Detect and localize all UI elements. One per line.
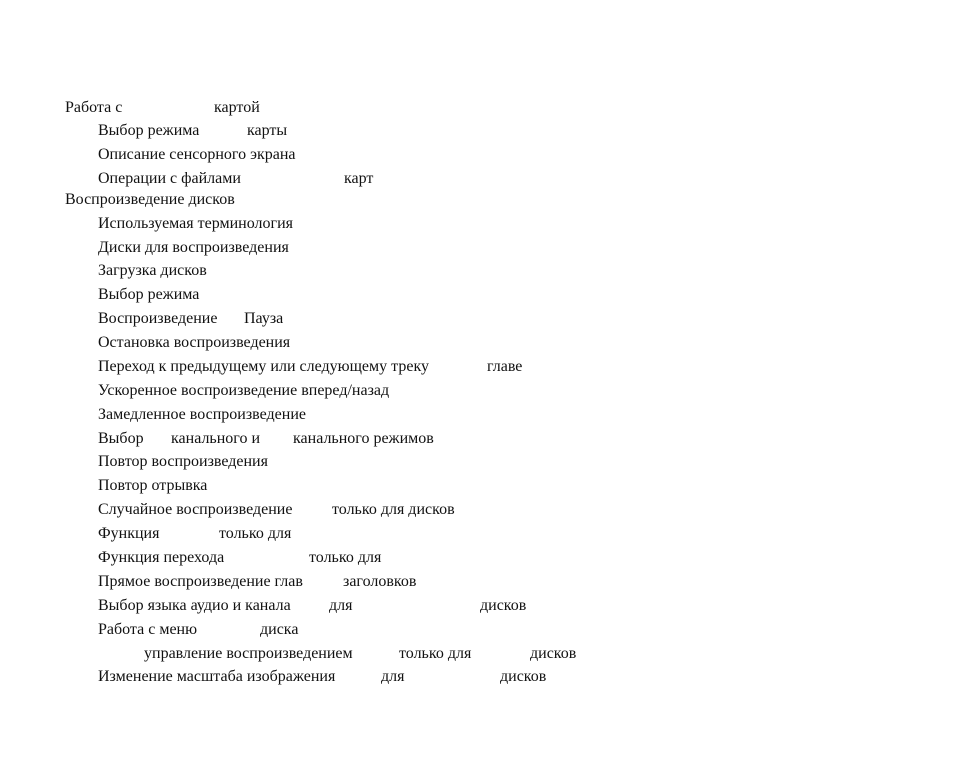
toc-text: управление воспроизведением <box>144 645 353 662</box>
toc-text: дисков <box>530 645 577 662</box>
toc-text: Повтор отрывка <box>98 477 208 494</box>
toc-text: только для <box>219 525 292 542</box>
toc-text: Пауза <box>244 310 284 327</box>
toc-text: Остановка воспроизведения <box>98 334 291 351</box>
toc-text: Выбор режима <box>98 122 200 139</box>
toc-text: заголовков <box>343 573 417 590</box>
toc-text: диска <box>260 621 299 638</box>
toc-text: главе <box>487 358 523 375</box>
toc-text: Выбор языка аудио и канала <box>98 597 291 614</box>
toc-text: для <box>329 597 353 614</box>
toc-text: Выбор режима <box>98 286 200 303</box>
toc-text: только для <box>399 645 472 662</box>
toc-text: Случайное воспроизведение <box>98 501 293 518</box>
toc-text: Диски для воспроизведения <box>98 239 289 256</box>
toc-text: дисков <box>480 597 527 614</box>
toc-text: Переход к предыдущему или следующему треку <box>98 358 429 375</box>
toc-text: Выбор <box>98 430 144 447</box>
toc-text: Ускоренное воспроизведение вперед/назад <box>98 382 390 399</box>
toc-text: Замедленное воспроизведение <box>98 406 306 423</box>
toc-text: Функция перехода <box>98 549 225 566</box>
toc-text: дисков <box>500 668 547 685</box>
toc-text: канального режимов <box>293 430 434 447</box>
toc-text: Воспроизведение дисков <box>65 191 235 208</box>
toc-text: Прямое воспроизведение глав <box>98 573 303 590</box>
toc-text: Воспроизведение <box>98 310 218 327</box>
toc-text: карт <box>344 170 374 187</box>
toc-text: Операции с файлами <box>98 170 241 187</box>
toc-text: Функция <box>98 525 160 542</box>
toc-text: Используемая терминология <box>98 215 293 232</box>
toc-text: Работа с <box>65 99 123 116</box>
toc-text: Описание сенсорного экрана <box>98 146 296 163</box>
toc-text: Изменение масштаба изображения <box>98 668 336 685</box>
toc-text: Загрузка дисков <box>98 262 207 279</box>
toc-text: для <box>381 668 405 685</box>
toc-text: карты <box>247 122 288 139</box>
toc-text: только для дисков <box>332 501 455 518</box>
toc-text: картой <box>214 99 260 116</box>
toc-text: канального и <box>171 430 261 447</box>
toc-text: только для <box>309 549 382 566</box>
toc-text: Повтор воспроизведения <box>98 453 268 470</box>
toc-text: Работа с меню <box>98 621 198 638</box>
